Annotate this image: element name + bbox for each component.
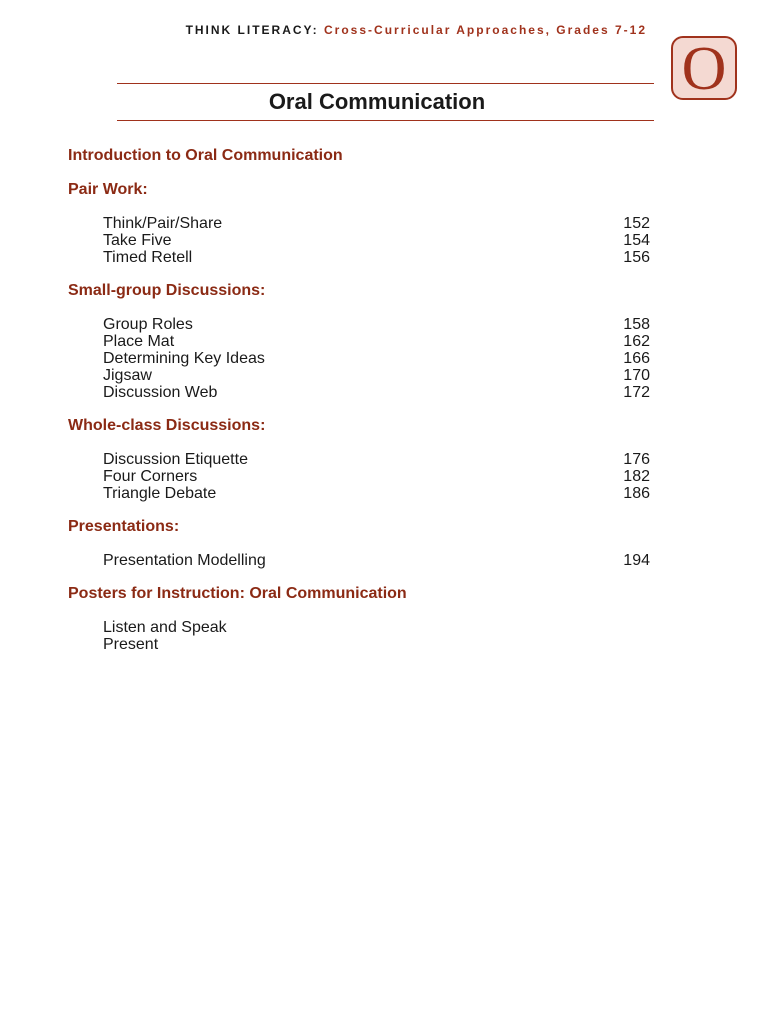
toc-entry[interactable] [103, 485, 650, 502]
toc-entry-label: Listen and Speak [103, 619, 227, 636]
toc-entry-page-number: 154 [623, 232, 650, 249]
toc-entry-page-number [610, 619, 650, 636]
toc-entry-page-number: 158 [623, 316, 650, 333]
toc-entry-label: Presentation Modelling [103, 552, 266, 569]
toc-entry-page-number: 172 [623, 384, 650, 401]
toc-entry[interactable] [103, 552, 650, 569]
toc-section-heading: Whole-class Discussions: [68, 417, 266, 434]
toc-entry[interactable] [103, 636, 650, 653]
toc-entry-page-number: 170 [623, 367, 650, 384]
toc-entry[interactable] [103, 367, 650, 384]
running-header [186, 23, 647, 37]
toc-entry[interactable] [103, 333, 650, 350]
toc-entry-label: Discussion Etiquette [103, 451, 248, 468]
toc-entry-label: Discussion Web [103, 384, 218, 401]
toc-entry-label: Timed Retell [103, 249, 193, 266]
toc-entry-page-number [610, 636, 650, 653]
toc-entry[interactable] [103, 384, 650, 401]
running-header-subtitle: Cross-Curricular Approaches, Grades 7-12 [324, 23, 647, 37]
toc-entry[interactable] [103, 249, 650, 266]
toc-entry[interactable] [103, 316, 650, 333]
section-badge-letter: O [681, 35, 727, 103]
toc-entry[interactable] [103, 350, 650, 367]
page-title: Oral Communication [268, 89, 486, 114]
toc-entry-list [68, 552, 650, 569]
toc-entry-page-number: 182 [623, 468, 650, 485]
toc-entry-page-number: 156 [623, 249, 650, 266]
toc-entry-label: Think/Pair/Share [103, 215, 223, 232]
toc-entry-label: Four Corners [103, 468, 198, 485]
toc-section-heading: Small-group Discussions: [68, 282, 266, 299]
toc-entry[interactable] [103, 215, 650, 232]
toc-entry-label: Jigsaw [103, 367, 152, 384]
toc-entry-label: Place Mat [103, 333, 175, 350]
toc-entry-page-number: 194 [623, 552, 650, 569]
title-rule-top [117, 83, 654, 84]
toc-section-heading: Pair Work: [68, 181, 148, 198]
toc-section-heading: Presentations: [68, 518, 180, 535]
toc-entry-label: Take Five [103, 232, 172, 249]
toc-entry[interactable] [103, 468, 650, 485]
toc-entry-page-number: 162 [623, 333, 650, 350]
toc-entry-label: Group Roles [103, 316, 193, 333]
toc-entry[interactable] [103, 619, 650, 636]
toc-entry-label: Present [103, 636, 159, 653]
toc-entry-label: Triangle Debate [103, 485, 217, 502]
toc-section-heading: Introduction to Oral Communication [68, 147, 343, 164]
title-rule-bottom [117, 120, 654, 121]
table-of-contents [68, 147, 650, 669]
toc-entry-page-number: 166 [623, 350, 650, 367]
toc-entry-list [68, 619, 650, 653]
toc-entry[interactable] [103, 451, 650, 468]
toc-section-heading: Posters for Instruction: Oral Communication [68, 585, 407, 602]
toc-entry-label: Determining Key Ideas [103, 350, 265, 367]
toc-entry[interactable] [103, 232, 650, 249]
toc-entry-page-number: 152 [623, 215, 650, 232]
toc-entry-page-number: 186 [623, 485, 650, 502]
running-header-brand: THINK LITERACY: [185, 23, 319, 37]
toc-entry-list [68, 316, 650, 401]
toc-entry-list [68, 215, 650, 266]
section-badge [671, 35, 737, 103]
toc-entry-page-number: 176 [623, 451, 650, 468]
toc-entry-list [68, 451, 650, 502]
